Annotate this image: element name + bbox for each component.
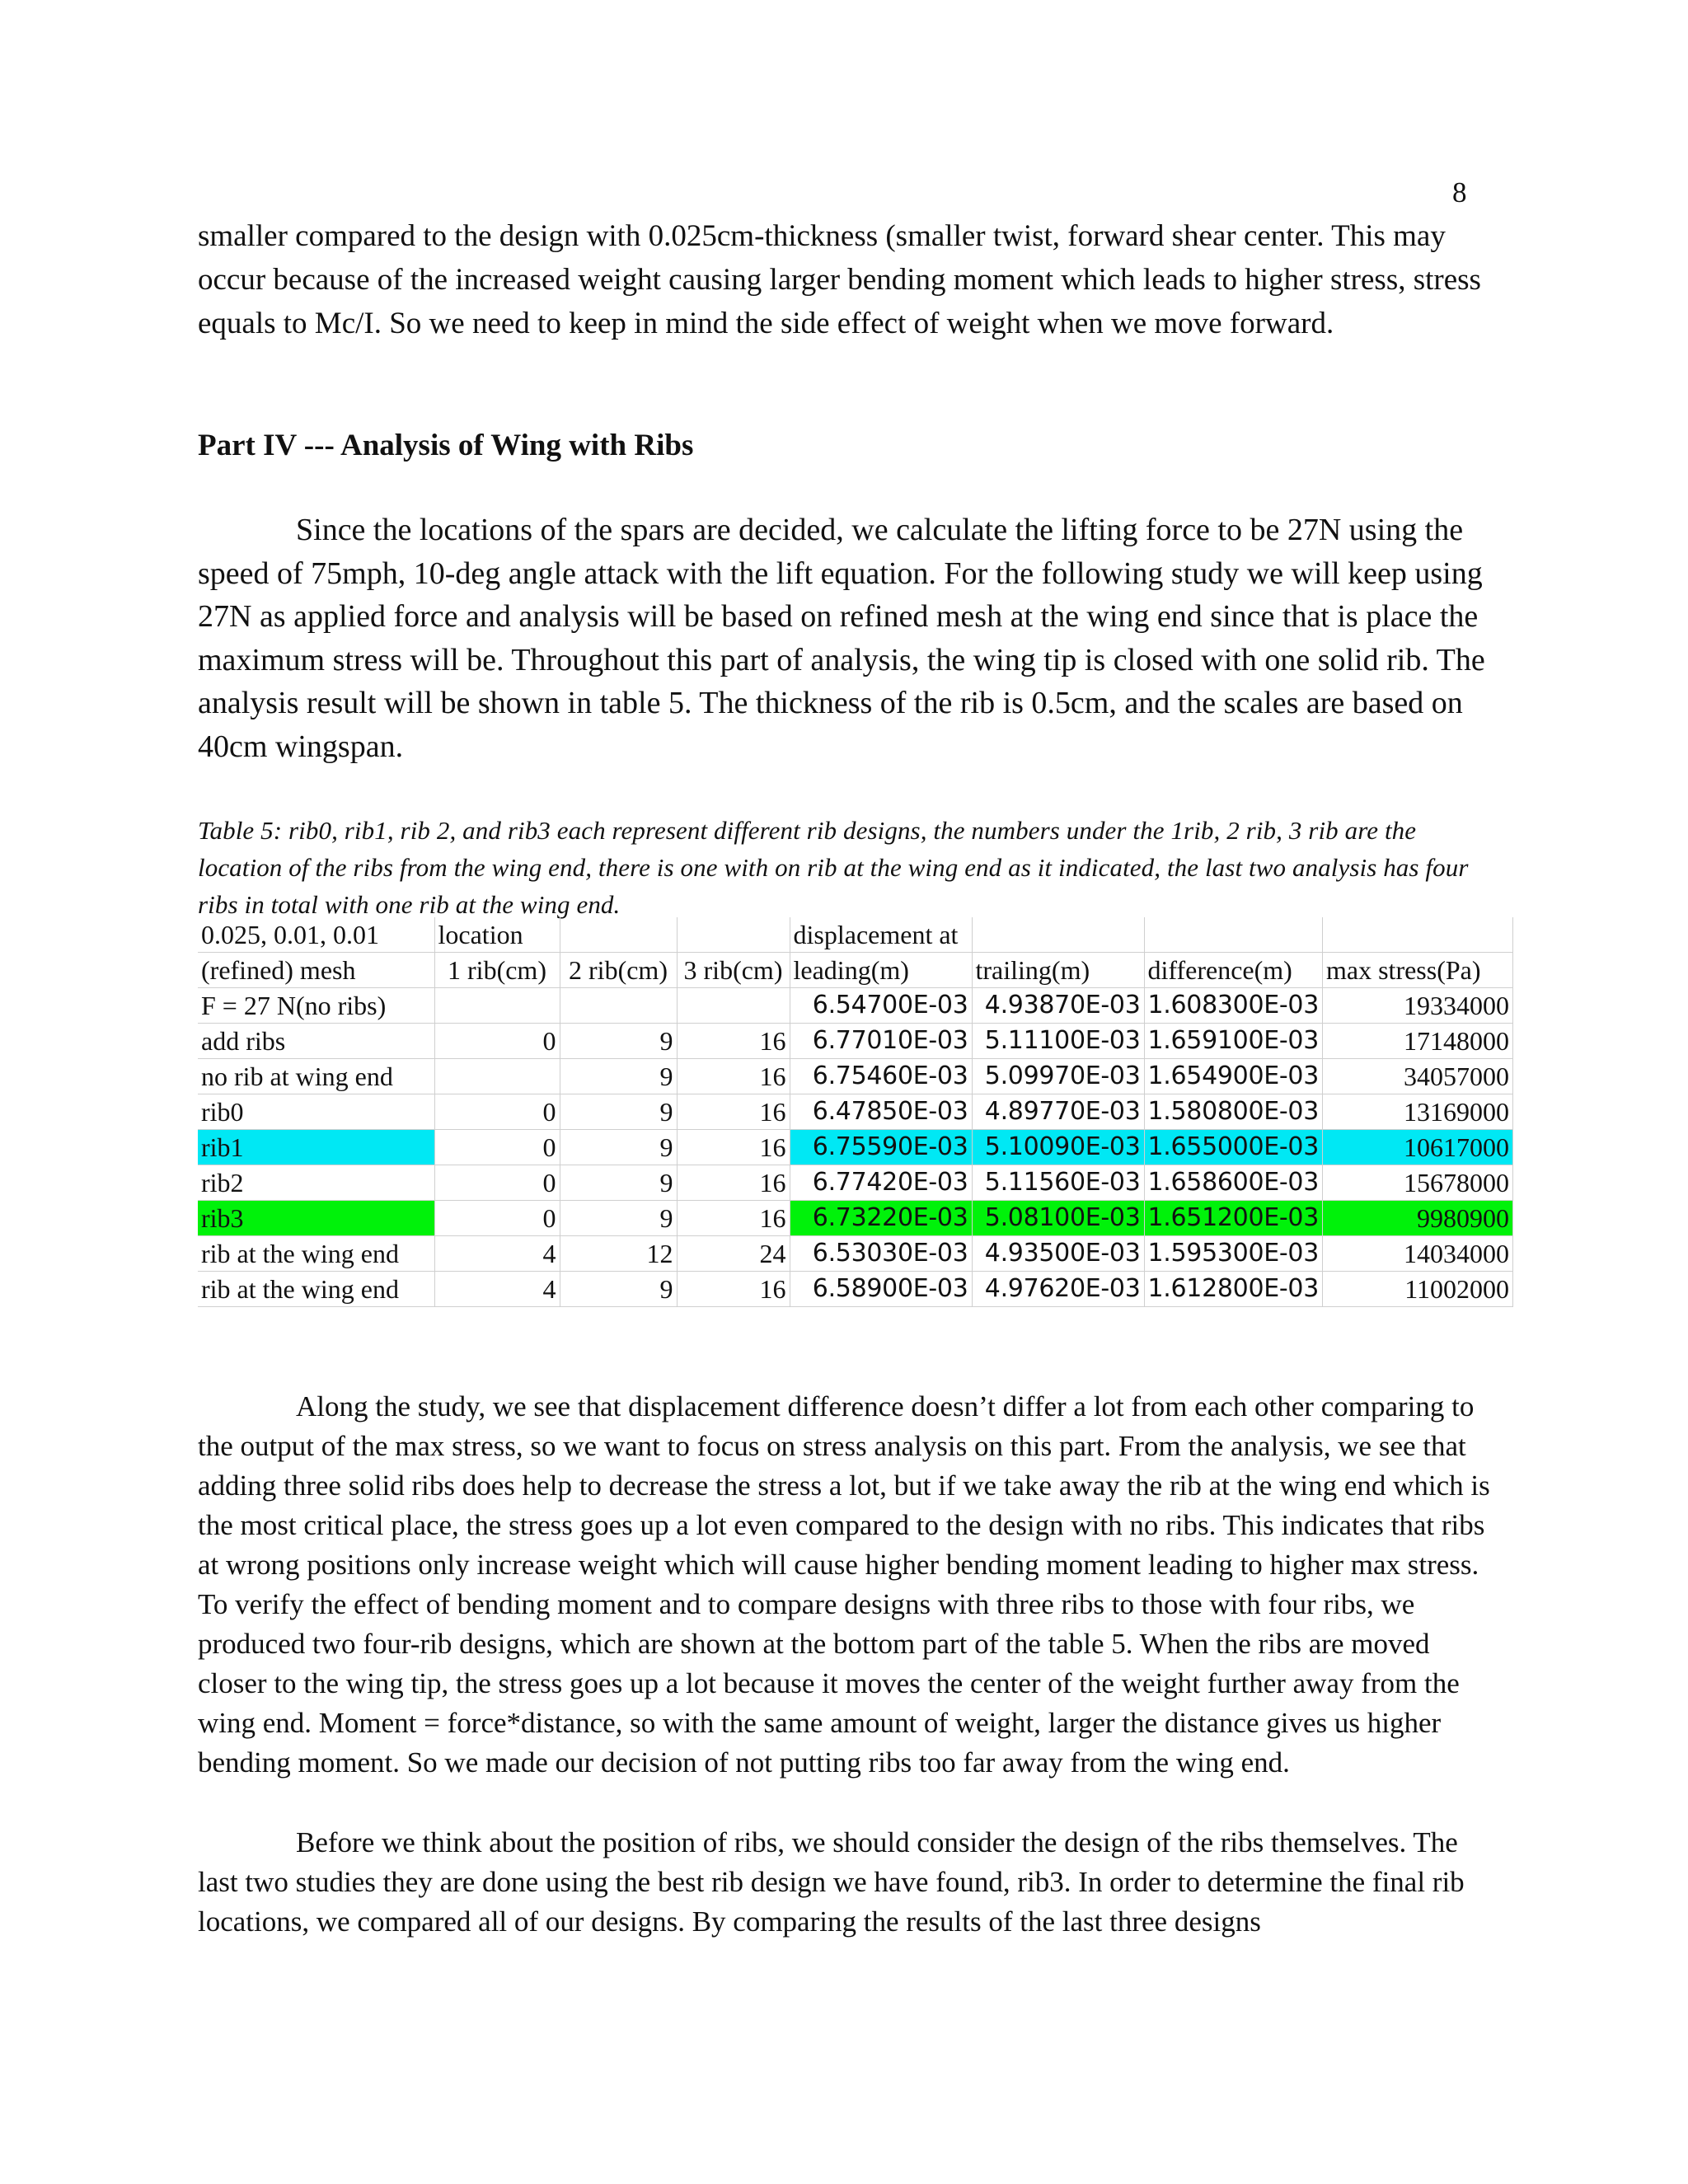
paragraph-before: Before we think about the position of ribs, we should consider the design of the ribs themselves. The last two studies they are done using the best rib design we have found, rib3. In order to determine the final rib locations, we compared all of our designs. By comparing the results of the last three designs xyxy=(198,1826,1465,1938)
rib1-location-cell: 0 xyxy=(434,1201,560,1236)
header-cell: 0.025, 0.01, 0.01 xyxy=(198,917,434,953)
rib3-location-cell xyxy=(677,988,790,1024)
trailing-displacement-cell: 5.08100E-03 xyxy=(972,1201,1144,1236)
difference-cell: 1.595300E-03 xyxy=(1144,1236,1323,1272)
section-heading: Part IV --- Analysis of Wing with Ribs xyxy=(198,429,694,462)
difference-cell: 1.659100E-03 xyxy=(1144,1024,1323,1059)
table-row xyxy=(198,1272,1513,1307)
difference-cell: 1.658600E-03 xyxy=(1144,1165,1323,1201)
trailing-displacement-cell: 4.93500E-03 xyxy=(972,1236,1144,1272)
difference-cell: 1.654900E-03 xyxy=(1144,1059,1323,1094)
header-cell: displacement at xyxy=(790,917,972,953)
row-label-cell: rib at the wing end xyxy=(198,1236,434,1272)
rib3-location-cell: 16 xyxy=(677,1130,790,1165)
header-cell xyxy=(972,917,1144,953)
header-cell xyxy=(560,917,677,953)
results-table-body xyxy=(198,917,1513,1307)
difference-cell: 1.655000E-03 xyxy=(1144,1130,1323,1165)
max-stress-cell: 13169000 xyxy=(1323,1094,1513,1130)
header-cell: difference(m) xyxy=(1144,953,1323,988)
table-row xyxy=(198,1201,1513,1236)
trailing-displacement-cell: 5.11560E-03 xyxy=(972,1165,1144,1201)
leading-displacement-cell: 6.75590E-03 xyxy=(790,1130,972,1165)
max-stress-cell: 15678000 xyxy=(1323,1165,1513,1201)
rib2-location-cell: 9 xyxy=(560,1024,677,1059)
rib3-location-cell: 16 xyxy=(677,1024,790,1059)
header-cell: trailing(m) xyxy=(972,953,1144,988)
max-stress-cell: 17148000 xyxy=(1323,1024,1513,1059)
rib2-location-cell: 9 xyxy=(560,1272,677,1307)
difference-cell: 1.612800E-03 xyxy=(1144,1272,1323,1307)
header-cell: 3 rib(cm) xyxy=(677,953,790,988)
header-cell: max stress(Pa) xyxy=(1323,953,1513,988)
rib2-location-cell: 9 xyxy=(560,1201,677,1236)
leading-displacement-cell: 6.54700E-03 xyxy=(790,988,972,1024)
trailing-displacement-cell: 5.11100E-03 xyxy=(972,1024,1144,1059)
max-stress-cell: 19334000 xyxy=(1323,988,1513,1024)
header-cell: 1 rib(cm) xyxy=(434,953,560,988)
table-row xyxy=(198,1024,1513,1059)
rib2-location-cell: 9 xyxy=(560,1130,677,1165)
results-table xyxy=(198,917,1513,1307)
rib2-location-cell: 9 xyxy=(560,1094,677,1130)
trailing-displacement-cell: 5.09970E-03 xyxy=(972,1059,1144,1094)
paragraph-along: Along the study, we see that displacement difference doesn’t differ a lot from each other comparing to the output of the max stress, so we want to focus on stress analysis on this part. From the analysis, we see that adding three solid ribs does help to decrease the stress a lot, but if we take away the rib at the wing end which is the most critical place, the stress goes up a lot even compared to the design with no ribs. This indicates that ribs at wrong positions only increase weight which will cause higher bending moment leading to higher max stress. To verify the effect of bending moment and to compare designs with three ribs to those with four ribs, we produced two four-rib designs, which are shown at the bottom part of the table 5. When the ribs are moved closer to the wing tip, the stress goes up a lot because it moves the center of the weight further away from the wing end. Moment = force*distance, so with the same amount of weight, larger the distance gives us higher bending moment. So we made our decision of not putting ribs too far away from the wing end. xyxy=(198,1390,1490,1779)
rib1-location-cell xyxy=(434,988,560,1024)
table-row xyxy=(198,1236,1513,1272)
table-row xyxy=(198,1094,1513,1130)
row-label-cell: no rib at wing end xyxy=(198,1059,434,1094)
rib2-location-cell: 9 xyxy=(560,1165,677,1201)
table-row xyxy=(198,1059,1513,1094)
table-row xyxy=(198,1130,1513,1165)
rib1-location-cell: 0 xyxy=(434,1094,560,1130)
table-caption: Table 5: rib0, rib1, rib 2, and rib3 each represent different rib designs, the numbers under the 1rib, 2 rib, 3 rib are the location of the ribs from the wing end, there is one with on rib at the wing end as it indicated, the last two analysis has four ribs in total with one rib at the wing end. xyxy=(198,816,1469,919)
paragraph-since: Since the locations of the spars are decided, we calculate the lifting force to be 27N using the speed of 75mph, 10-deg angle attack with the lift equation. For the following study we will keep using 27N as applied force and analysis will be based on refined mesh at the wing end since that is place the maximum stress will be. Throughout this part of analysis, the wing tip is closed with one solid rib. The analysis result will be shown in table 5. The thickness of the rib is 0.5cm, and the scales are based on 40cm wingspan. xyxy=(198,513,1485,764)
header-cell: 2 rib(cm) xyxy=(560,953,677,988)
leading-displacement-cell: 6.58900E-03 xyxy=(790,1272,972,1307)
row-label-cell: add ribs xyxy=(198,1024,434,1059)
trailing-displacement-cell: 4.93870E-03 xyxy=(972,988,1144,1024)
header-cell xyxy=(1144,917,1323,953)
trailing-displacement-cell: 4.89770E-03 xyxy=(972,1094,1144,1130)
table-row xyxy=(198,1165,1513,1201)
max-stress-cell: 10617000 xyxy=(1323,1130,1513,1165)
max-stress-cell: 9980900 xyxy=(1323,1201,1513,1236)
rib1-location-cell xyxy=(434,1059,560,1094)
rib1-location-cell: 4 xyxy=(434,1272,560,1307)
trailing-displacement-cell: 5.10090E-03 xyxy=(972,1130,1144,1165)
leading-displacement-cell: 6.77420E-03 xyxy=(790,1165,972,1201)
intro-paragraph: smaller compared to the design with 0.025cm-thickness (smaller twist, forward shear center. This may occur because of the increased weight causing larger bending moment which leads to higher stress, stress equals to Mc/I. So we need to keep in mind the side effect of weight when we move forward. xyxy=(198,219,1481,340)
table-header-row-1 xyxy=(198,917,1513,953)
header-cell: (refined) mesh xyxy=(198,953,434,988)
difference-cell: 1.580800E-03 xyxy=(1144,1094,1323,1130)
rib1-location-cell: 4 xyxy=(434,1236,560,1272)
rib2-location-cell: 9 xyxy=(560,1059,677,1094)
rib1-location-cell: 0 xyxy=(434,1024,560,1059)
leading-displacement-cell: 6.47850E-03 xyxy=(790,1094,972,1130)
row-label-cell: rib1 xyxy=(198,1130,434,1165)
header-cell xyxy=(677,917,790,953)
difference-cell: 1.608300E-03 xyxy=(1144,988,1323,1024)
rib3-location-cell: 16 xyxy=(677,1059,790,1094)
row-label-cell: rib0 xyxy=(198,1094,434,1130)
row-label-cell: rib at the wing end xyxy=(198,1272,434,1307)
table-row xyxy=(198,988,1513,1024)
rib3-location-cell: 16 xyxy=(677,1272,790,1307)
rib3-location-cell: 24 xyxy=(677,1236,790,1272)
row-label-cell: rib3 xyxy=(198,1201,434,1236)
max-stress-cell: 14034000 xyxy=(1323,1236,1513,1272)
rib2-location-cell: 12 xyxy=(560,1236,677,1272)
table-header-row-2 xyxy=(198,953,1513,988)
trailing-displacement-cell: 4.97620E-03 xyxy=(972,1272,1144,1307)
difference-cell: 1.651200E-03 xyxy=(1144,1201,1323,1236)
header-cell: leading(m) xyxy=(790,953,972,988)
max-stress-cell: 34057000 xyxy=(1323,1059,1513,1094)
header-cell: location xyxy=(434,917,560,953)
max-stress-cell: 11002000 xyxy=(1323,1272,1513,1307)
rib3-location-cell: 16 xyxy=(677,1201,790,1236)
leading-displacement-cell: 6.53030E-03 xyxy=(790,1236,972,1272)
leading-displacement-cell: 6.77010E-03 xyxy=(790,1024,972,1059)
rib2-location-cell xyxy=(560,988,677,1024)
rib1-location-cell: 0 xyxy=(434,1130,560,1165)
rib3-location-cell: 16 xyxy=(677,1094,790,1130)
rib3-location-cell: 16 xyxy=(677,1165,790,1201)
rib1-location-cell: 0 xyxy=(434,1165,560,1201)
row-label-cell: rib2 xyxy=(198,1165,434,1201)
row-label-cell: F = 27 N(no ribs) xyxy=(198,988,434,1024)
page-number: 8 xyxy=(1452,176,1467,209)
header-cell xyxy=(1323,917,1513,953)
leading-displacement-cell: 6.73220E-03 xyxy=(790,1201,972,1236)
leading-displacement-cell: 6.75460E-03 xyxy=(790,1059,972,1094)
